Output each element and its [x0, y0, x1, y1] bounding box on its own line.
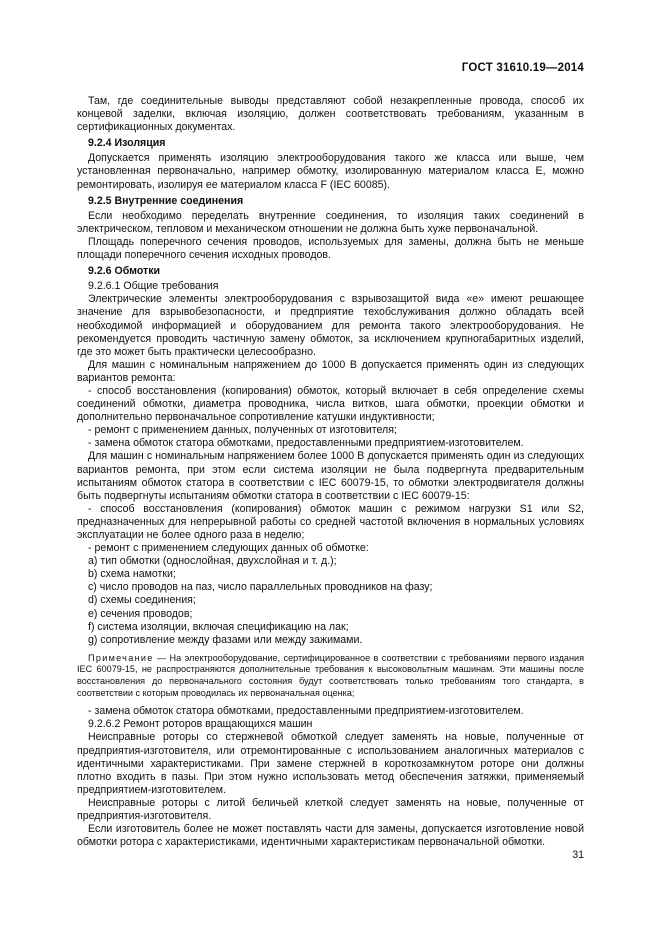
paragraph: Электрические элементы электрооборудования с взрывозащитой вида «е» имеют решающее значение для взрывобезопасности, и предприятие техобслуживания должно обладать всей необходимой информацией и оборудованием для ремонта такого электрооборудования. Не рекомендуется проводить частичную замену обмоток, за исключением крупногабаритных изделий, где это может быть практически целесообразно.: [77, 293, 584, 358]
paragraph: Для машин с номинальным напряжением до 1000 В допускается применять один из следующих вариантов ремонта:: [77, 358, 584, 384]
list-item: c) число проводов на паз, число параллельных проводников на фазу;: [88, 581, 433, 594]
list-item: b) схема намотки;: [88, 568, 176, 581]
section-heading: 9.2.4 Изоляция: [88, 137, 166, 150]
paragraph: Там, где соединительные выводы представляют собой незакрепленные провода, способ их концевой заделки, включая изоляцию, должен соответствовать требованиям, указанным в сертификационных документах.: [77, 95, 584, 134]
paragraph: Если изготовитель более не может поставлять части для замены, допускается изготовление новой обмотки ротора с характеристиками, идентичными характеристикам первоначальной обмотки.: [77, 823, 584, 849]
subsection-heading: 9.2.6.2 Ремонт роторов вращающихся машин: [88, 718, 313, 731]
paragraph: Площадь поперечного сечения проводов, используемых для замены, должна быть не меньше площади поперечного сечения исходных проводов.: [77, 235, 584, 262]
note-text: — На электрооборудование, сертифицированное в соответствии с требованиями первого издания IEC 60079-15, не распространяются дополнительные требования к высоковольтным машинам. Эти машины после восстановления до первоначального состояния будут соответствовать только требованиям того стандарта, в соответствии с которым проводилась их первоначальная оценка;: [77, 652, 584, 698]
section-heading: 9.2.6 Обмотки: [88, 265, 161, 278]
paragraph: Для машин с номинальным напряжением более 1000 В допускается применять один из следующих вариантов ремонта, при этом если система изоляции не была подвергнута предварительным испытаниям обмоток статора в соответствии с IEC 60079-15, то обмотки электродвигателя должны быть подвергнуты испытаниям обмотки статора в соответствии с IEC 60079-15:: [77, 450, 584, 502]
list-item: - ремонт с применением следующих данных об обмотке:: [88, 542, 369, 555]
list-item: e) сечения проводов;: [88, 607, 193, 620]
list-item: - способ восстановления (копирования) обмоток машин с режимом нагрузки S1 или S2, предназначенных для непрерывной работы со средней частотой включения в нормальных условиях эксплуатации не более одного раза в неделю;: [77, 502, 584, 541]
document-body: [77, 95, 584, 849]
list-item: g) сопротивление между фазами или между зажимами.: [88, 633, 363, 646]
list-item: d) схемы соединения;: [88, 594, 196, 607]
note-paragraph: [77, 653, 584, 699]
paragraph: Неисправные роторы с литой беличьей клеткой следует заменять на новые, полученные от предприятия-изготовителя.: [77, 796, 584, 822]
list-item: - замена обмоток статора обмотками, предоставленными предприятием-изготовителем.: [88, 437, 524, 450]
page-number: 31: [572, 849, 584, 861]
list-item: a) тип обмотки (однослойная, двухслойная и т. д.);: [88, 555, 337, 568]
paragraph: Если необходимо переделать внутренние соединения, то изоляция таких соединений в электрическом, тепловом и механическом отношении не должна быть хуже первоначальной.: [77, 209, 584, 235]
list-item: f) система изоляции, включая спецификацию на лак;: [88, 620, 349, 633]
section-heading: 9.2.5 Внутренние соединения: [88, 194, 244, 207]
document-header: ГОСТ 31610.19—2014: [461, 62, 584, 74]
subsection-heading: 9.2.6.1 Общие требования: [88, 280, 219, 293]
list-item: - замена обмоток статора обмотками, предоставленными предприятием-изготовителем.: [88, 705, 524, 718]
note-label: Примечание: [88, 652, 154, 663]
paragraph: Допускается применять изоляцию электрооборудования такого же класса или выше, чем установленная первоначально, например обмотку, изолированную материалом класса Е, можно ремонтировать, изолируя ее материалом класса F (IEC 60085).: [77, 152, 584, 191]
paragraph: Неисправные роторы со стержневой обмоткой следует заменять на новые, полученные от предприятия-изготовителя, или отремонтированные с использованием аналогичных материалов с идентичными характеристиками. При замене стержней в короткозамкнутом роторе они должны плотно входить в пазы. При этом нужно использовать метод обеспечения затяжки, применяемый предприятием-изготовителем.: [77, 731, 584, 796]
list-item: - способ восстановления (копирования) обмоток, который включает в себя определение схемы соединений обмотки, диаметра проводника, числа витков, шага обмотки, проекции обмотки и дополнительно первоначальное сопротивление катушки индуктивности;: [77, 384, 584, 424]
list-item: - ремонт с применением данных, полученных от изготовителя;: [88, 424, 397, 437]
